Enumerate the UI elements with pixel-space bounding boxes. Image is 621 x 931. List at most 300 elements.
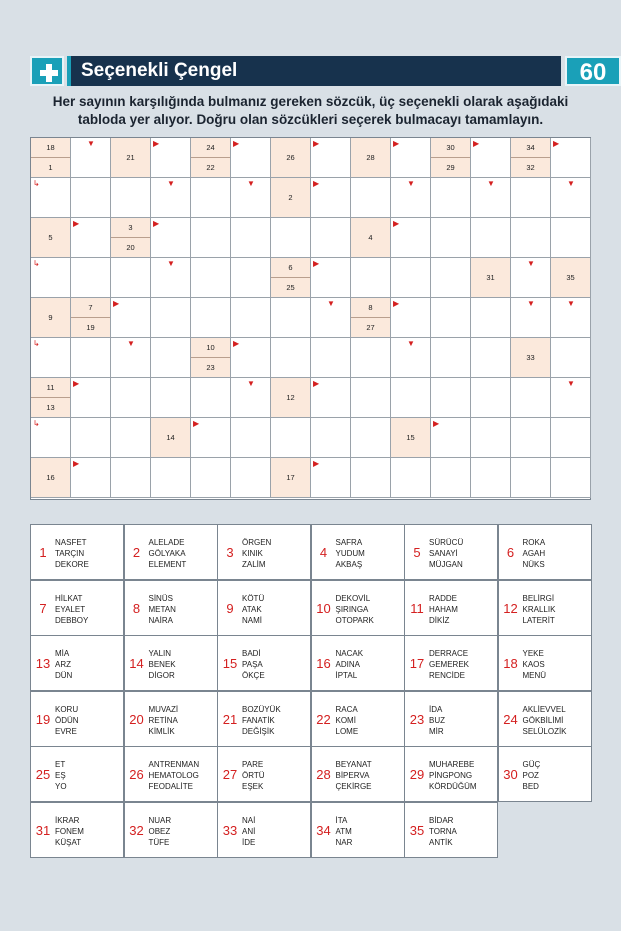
option-word[interactable]: İDE xyxy=(242,837,256,847)
answer-cell[interactable] xyxy=(271,418,311,458)
clue-cell xyxy=(351,138,391,178)
option-word[interactable]: ÖDÜN xyxy=(55,715,79,725)
option-word[interactable]: ADINA xyxy=(335,660,360,669)
option-box xyxy=(124,802,218,858)
option-word[interactable]: BOZÜYÜK xyxy=(242,704,281,714)
option-word[interactable]: YEKE xyxy=(522,649,544,658)
option-word[interactable]: NÜKS xyxy=(522,560,545,569)
option-number: 29 xyxy=(409,767,425,782)
arrow-right-icon: ▶ xyxy=(153,219,160,228)
arrow-right-icon: ▶ xyxy=(313,179,320,188)
answer-cell[interactable] xyxy=(231,178,271,218)
option-word[interactable]: KINIK xyxy=(242,549,263,558)
option-word[interactable]: EVRE xyxy=(55,726,77,736)
option-box xyxy=(30,746,124,802)
arrow-right-icon: ▶ xyxy=(153,139,160,148)
option-number: 7 xyxy=(39,600,47,616)
answer-cell[interactable] xyxy=(511,378,551,418)
answer-cell[interactable] xyxy=(151,258,191,298)
answer-cell[interactable] xyxy=(311,378,351,418)
option-word[interactable]: İPTAL xyxy=(335,671,358,680)
arrow-down-icon: ▼ xyxy=(487,179,495,188)
option-word[interactable]: SÜRÜCÜ xyxy=(429,538,464,547)
option-word[interactable]: YALIN xyxy=(148,649,172,658)
answer-cell[interactable] xyxy=(391,258,431,298)
arrow-down-icon: ▼ xyxy=(247,179,255,188)
option-word[interactable]: NAMİ xyxy=(242,615,262,625)
arrow-down-icon: ▼ xyxy=(567,379,575,388)
answer-cell[interactable] xyxy=(311,178,351,218)
answer-cell[interactable] xyxy=(471,458,511,498)
option-word[interactable]: ÖRTÜ xyxy=(242,771,265,780)
option-word[interactable]: YUDUM xyxy=(335,549,365,558)
option-word[interactable]: METAN xyxy=(148,604,176,614)
option-box xyxy=(30,635,124,691)
option-word[interactable]: ET xyxy=(55,760,66,769)
answer-cell[interactable] xyxy=(111,338,151,378)
option-word[interactable]: DEBBOY xyxy=(55,615,89,625)
option-word[interactable]: RACA xyxy=(335,704,358,714)
option-word[interactable]: KOMİ xyxy=(335,715,356,725)
option-word[interactable]: DEĞİŞİK xyxy=(242,726,275,736)
answer-cell[interactable] xyxy=(271,338,311,378)
option-box xyxy=(404,691,498,747)
option-word[interactable]: OTOPARK xyxy=(335,615,374,625)
answer-cell[interactable] xyxy=(351,178,391,218)
arrow-right-icon: ▶ xyxy=(393,299,400,308)
answer-cell[interactable] xyxy=(551,298,591,338)
option-box xyxy=(404,635,498,691)
answer-cell[interactable] xyxy=(351,338,391,378)
answer-cell[interactable] xyxy=(471,178,511,218)
option-word[interactable]: BİDAR xyxy=(429,815,454,825)
option-words xyxy=(55,704,79,737)
option-box xyxy=(498,524,592,580)
option-words xyxy=(429,648,469,681)
option-word[interactable]: PAŞA xyxy=(242,660,263,669)
option-word[interactable]: BED xyxy=(522,782,539,791)
arrow-right-icon: ▶ xyxy=(553,139,560,148)
answer-cell[interactable] xyxy=(231,338,271,378)
clue-number-bottom: 13 xyxy=(46,403,55,412)
answer-cell[interactable] xyxy=(431,338,471,378)
option-word[interactable]: NASFET xyxy=(55,538,87,547)
option-words xyxy=(55,648,72,681)
arrow-down-icon: ▼ xyxy=(567,299,575,308)
option-box xyxy=(404,746,498,802)
answer-cell[interactable] xyxy=(311,298,351,338)
answer-cell[interactable] xyxy=(111,258,151,298)
arrow-down-icon: ▼ xyxy=(407,339,415,348)
option-word[interactable]: OBEZ xyxy=(148,826,171,836)
answer-cell[interactable] xyxy=(71,338,111,378)
option-word[interactable]: DERRACE xyxy=(429,649,469,658)
answer-cell[interactable] xyxy=(311,258,351,298)
option-box xyxy=(30,580,124,636)
answer-cell[interactable] xyxy=(471,138,511,178)
arrow-turn-icon: ↳ xyxy=(33,339,40,348)
answer-cell[interactable] xyxy=(551,458,591,498)
answer-cell[interactable] xyxy=(231,298,271,338)
answer-cell[interactable] xyxy=(111,378,151,418)
option-number: 1 xyxy=(39,545,47,560)
option-word[interactable]: ÇEKİRGE xyxy=(335,782,372,791)
answer-cell[interactable] xyxy=(71,138,111,178)
answer-cell[interactable] xyxy=(111,458,151,498)
answer-cell[interactable] xyxy=(71,258,111,298)
option-word[interactable]: RETİNA xyxy=(148,715,178,725)
option-word[interactable]: ÖKÇE xyxy=(242,671,265,680)
answer-cell[interactable] xyxy=(231,418,271,458)
option-word[interactable]: GEMEREK xyxy=(429,660,470,669)
answer-cell[interactable] xyxy=(191,378,231,418)
option-word[interactable]: HİLKAT xyxy=(55,593,83,603)
answer-cell[interactable] xyxy=(231,258,271,298)
option-word[interactable]: KRALLIK xyxy=(522,604,556,614)
answer-cell[interactable] xyxy=(191,258,231,298)
option-word[interactable]: NAİ xyxy=(242,815,256,825)
option-word[interactable]: RADDE xyxy=(429,593,458,603)
answer-cell[interactable] xyxy=(71,418,111,458)
option-words xyxy=(429,704,445,737)
option-words xyxy=(55,759,67,792)
option-word[interactable]: GÖKBİLİMİ xyxy=(522,715,564,725)
option-number: 23 xyxy=(409,711,425,727)
option-box xyxy=(498,635,592,691)
option-word[interactable]: BELİRGİ xyxy=(522,593,555,603)
answer-cell[interactable] xyxy=(471,418,511,458)
option-word[interactable]: DİKİZ xyxy=(429,615,450,625)
answer-cell[interactable] xyxy=(351,418,391,458)
answer-cell[interactable] xyxy=(351,258,391,298)
option-word[interactable]: TORNA xyxy=(429,826,457,836)
answer-cell[interactable] xyxy=(31,338,71,378)
answer-cell[interactable] xyxy=(191,418,231,458)
option-number: 6 xyxy=(506,545,515,560)
arrow-right-icon: ▶ xyxy=(313,379,320,388)
answer-cell[interactable] xyxy=(71,178,111,218)
page-title: Seçenekli Çengel xyxy=(81,60,238,81)
option-box xyxy=(30,802,124,858)
answer-cell[interactable] xyxy=(31,258,71,298)
answer-cell[interactable] xyxy=(231,218,271,258)
answer-cell[interactable] xyxy=(151,178,191,218)
answer-cell[interactable] xyxy=(191,458,231,498)
answer-cell[interactable] xyxy=(551,418,591,458)
option-word[interactable]: ROKA xyxy=(522,538,546,547)
answer-cell[interactable] xyxy=(71,458,111,498)
option-word[interactable]: SELÜLOZİK xyxy=(522,726,567,736)
option-word[interactable]: EYALET xyxy=(55,604,86,614)
answer-cell[interactable] xyxy=(151,298,191,338)
option-word[interactable]: MENÜ xyxy=(522,671,547,680)
option-word[interactable]: MİA xyxy=(55,649,70,658)
answer-cell[interactable] xyxy=(551,338,591,378)
clue-cell xyxy=(31,458,71,498)
page-number: 60 xyxy=(565,56,621,86)
option-word[interactable]: İTA xyxy=(335,815,348,825)
option-word[interactable]: KAOS xyxy=(522,660,545,669)
option-word[interactable]: FONEM xyxy=(55,826,84,836)
option-word[interactable]: ZALİM xyxy=(242,560,266,569)
answer-cell[interactable] xyxy=(231,138,271,178)
option-words xyxy=(242,815,255,848)
option-box xyxy=(217,524,311,580)
answer-cell[interactable] xyxy=(111,178,151,218)
option-word[interactable]: DEKOVİL xyxy=(335,593,371,603)
option-word[interactable]: EŞEK xyxy=(242,782,264,791)
option-box xyxy=(30,524,124,580)
option-number: 13 xyxy=(35,656,51,671)
clue-number: 35 xyxy=(566,273,575,282)
answer-cell[interactable] xyxy=(391,178,431,218)
answer-cell[interactable] xyxy=(351,378,391,418)
option-words xyxy=(523,759,541,792)
option-words xyxy=(336,759,372,792)
option-words xyxy=(336,593,374,626)
arrow-turn-icon: ↳ xyxy=(33,179,40,188)
option-word[interactable]: HEMATOLOG xyxy=(148,771,199,780)
option-word[interactable]: AKBAŞ xyxy=(335,560,363,569)
arrow-right-icon: ▶ xyxy=(73,219,80,228)
option-word[interactable]: TÜFE xyxy=(148,837,170,847)
clue-cell xyxy=(271,458,311,498)
answer-cell[interactable] xyxy=(471,338,511,378)
option-word[interactable]: MUHAREBE xyxy=(429,760,475,769)
option-word[interactable]: LOME xyxy=(335,726,359,736)
answer-cell[interactable] xyxy=(471,298,511,338)
answer-cell[interactable] xyxy=(271,218,311,258)
answer-cell[interactable] xyxy=(391,338,431,378)
option-word[interactable]: TARÇIN xyxy=(55,549,85,558)
option-number: 24 xyxy=(503,711,518,727)
option-word[interactable]: KÖTÜ xyxy=(242,593,265,603)
answer-cell[interactable] xyxy=(511,178,551,218)
answer-cell[interactable] xyxy=(471,378,511,418)
option-word[interactable]: BUZ xyxy=(429,715,445,725)
clue-number-top: 8 xyxy=(351,298,390,318)
option-word[interactable]: FEODALİTE xyxy=(148,782,193,791)
option-box xyxy=(311,580,405,636)
option-word[interactable]: DEKORE xyxy=(55,560,89,569)
option-word[interactable]: ATAK xyxy=(242,604,262,614)
option-box xyxy=(217,802,311,858)
answer-cell[interactable] xyxy=(431,418,471,458)
option-word[interactable]: ÖRGEN xyxy=(242,538,272,547)
option-number: 19 xyxy=(35,711,51,727)
answer-cell[interactable] xyxy=(391,138,431,178)
clue-cell xyxy=(191,338,231,378)
clue-number-bottom: 23 xyxy=(206,363,215,372)
arrow-right-icon: ▶ xyxy=(393,139,400,148)
option-word[interactable]: ALELADE xyxy=(148,538,185,547)
answer-cell[interactable] xyxy=(431,218,471,258)
answer-cell[interactable] xyxy=(71,378,111,418)
option-number: 34 xyxy=(316,822,331,838)
option-words xyxy=(429,593,458,626)
answer-cell[interactable] xyxy=(511,298,551,338)
option-word[interactable]: BADİ xyxy=(242,649,261,658)
option-word[interactable]: KORU xyxy=(55,704,79,714)
clue-number-bottom: 20 xyxy=(126,243,135,252)
clue-cell xyxy=(111,218,151,258)
option-word[interactable]: ARZ xyxy=(55,660,71,669)
answer-cell[interactable] xyxy=(151,338,191,378)
option-words xyxy=(429,759,477,792)
clue-number-top: 18 xyxy=(31,138,70,158)
answer-cell[interactable] xyxy=(191,298,231,338)
option-word[interactable]: HAHAM xyxy=(429,604,458,614)
arrow-right-icon: ▶ xyxy=(313,259,320,268)
answer-cell[interactable] xyxy=(311,138,351,178)
clue-number: 31 xyxy=(486,273,495,282)
option-word[interactable]: KÜŞAT xyxy=(55,837,82,847)
option-word[interactable]: SAFRA xyxy=(335,538,363,547)
option-word[interactable]: KİMLİK xyxy=(148,726,175,736)
option-word[interactable]: KÖRDÜĞÜM xyxy=(429,782,477,791)
option-word[interactable]: DÜN xyxy=(55,671,73,680)
clue-cell xyxy=(151,418,191,458)
option-word[interactable]: ELEMENT xyxy=(148,560,187,569)
option-number: 28 xyxy=(316,767,331,782)
option-box xyxy=(404,524,498,580)
option-word[interactable]: NAİRA xyxy=(148,615,173,625)
option-word[interactable]: AGAH xyxy=(522,549,546,558)
answer-cell[interactable] xyxy=(431,178,471,218)
option-word[interactable]: ANTİK xyxy=(429,837,453,847)
option-word[interactable]: PARE xyxy=(242,760,264,769)
answer-cell[interactable] xyxy=(391,458,431,498)
answer-cell[interactable] xyxy=(311,418,351,458)
answer-cell[interactable] xyxy=(391,298,431,338)
option-word[interactable]: AKLİEVVEL xyxy=(522,704,566,714)
answer-cell[interactable] xyxy=(471,218,511,258)
option-word[interactable]: NAR xyxy=(335,837,353,847)
option-number: 20 xyxy=(129,711,144,727)
clue-number: 2 xyxy=(288,193,293,202)
answer-cell[interactable] xyxy=(311,338,351,378)
answer-cell[interactable] xyxy=(351,458,391,498)
answer-cell[interactable] xyxy=(311,458,351,498)
answer-cell[interactable] xyxy=(111,418,151,458)
arrow-down-icon: ▼ xyxy=(167,259,175,268)
option-word[interactable]: GÜÇ xyxy=(522,760,541,769)
clue-number-bottom: 1 xyxy=(48,163,53,172)
option-word[interactable]: ANİ xyxy=(242,826,256,836)
option-number: 12 xyxy=(503,600,518,616)
answer-cell[interactable] xyxy=(431,298,471,338)
answer-cell[interactable] xyxy=(71,218,111,258)
clue-number-top: 24 xyxy=(191,138,230,158)
option-number: 3 xyxy=(226,545,234,560)
answer-cell[interactable] xyxy=(431,378,471,418)
option-word[interactable]: SANAYİ xyxy=(429,549,458,558)
option-word[interactable]: DİGOR xyxy=(148,671,175,680)
option-number: 10 xyxy=(316,600,331,616)
option-word[interactable]: BENEK xyxy=(148,660,176,669)
option-words xyxy=(523,537,546,570)
option-word[interactable]: NACAK xyxy=(335,649,364,658)
instructions xyxy=(30,93,591,129)
answer-cell[interactable] xyxy=(111,298,151,338)
option-number: 30 xyxy=(503,767,518,782)
option-words xyxy=(242,759,265,792)
option-words xyxy=(429,537,463,570)
option-word[interactable]: BEYANAT xyxy=(335,760,372,769)
clue-number: 16 xyxy=(46,473,55,482)
option-number: 26 xyxy=(129,767,144,782)
option-word[interactable]: EŞ xyxy=(55,771,66,780)
option-word[interactable]: LATERİT xyxy=(522,615,555,625)
option-word[interactable]: FANATİK xyxy=(242,715,275,725)
answer-cell[interactable] xyxy=(311,218,351,258)
answer-cell[interactable] xyxy=(31,418,71,458)
answer-cell[interactable] xyxy=(551,378,591,418)
answer-cell[interactable] xyxy=(151,378,191,418)
option-word[interactable]: MÜJGAN xyxy=(429,560,463,569)
clue-cell xyxy=(511,338,551,378)
answer-cell[interactable] xyxy=(551,178,591,218)
answer-cell[interactable] xyxy=(431,258,471,298)
answer-cell[interactable] xyxy=(151,138,191,178)
arrow-down-icon: ▼ xyxy=(87,139,95,148)
option-words xyxy=(55,537,89,570)
answer-cell[interactable] xyxy=(391,378,431,418)
option-word[interactable]: BİPERVA xyxy=(335,771,370,780)
answer-cell[interactable] xyxy=(271,298,311,338)
clue-number: 17 xyxy=(286,473,295,482)
clue-cell xyxy=(31,298,71,338)
answer-cell[interactable] xyxy=(511,418,551,458)
answer-cell[interactable] xyxy=(231,378,271,418)
answer-cell[interactable] xyxy=(511,258,551,298)
answer-cell[interactable] xyxy=(511,218,551,258)
answer-cell[interactable] xyxy=(191,218,231,258)
answer-cell[interactable] xyxy=(511,458,551,498)
option-word[interactable]: SİNÜS xyxy=(148,593,173,603)
option-words xyxy=(336,815,353,848)
answer-cell[interactable] xyxy=(151,458,191,498)
option-word[interactable]: İDA xyxy=(429,704,443,714)
answer-cell[interactable] xyxy=(231,458,271,498)
answer-cell[interactable] xyxy=(431,458,471,498)
option-word[interactable]: PİNGPONG xyxy=(429,771,473,780)
answer-cell[interactable] xyxy=(151,218,191,258)
option-word[interactable]: POZ xyxy=(522,771,539,780)
option-word[interactable]: MUVAZİ xyxy=(148,704,179,714)
clue-cell xyxy=(351,218,391,258)
option-word[interactable]: ATM xyxy=(335,826,352,836)
option-word[interactable]: NUAR xyxy=(148,815,172,825)
clue-cell xyxy=(111,138,151,178)
answer-cell[interactable] xyxy=(191,178,231,218)
option-word[interactable]: YO xyxy=(55,782,67,791)
answer-cell[interactable] xyxy=(551,218,591,258)
clue-cell xyxy=(511,138,551,178)
option-word[interactable]: ŞIRINGA xyxy=(335,604,369,614)
option-word[interactable]: İKRAR xyxy=(55,815,80,825)
option-word[interactable]: GÖLYAKA xyxy=(148,549,186,558)
option-words xyxy=(149,815,172,848)
arrow-right-icon: ▶ xyxy=(393,219,400,228)
answer-cell[interactable] xyxy=(391,218,431,258)
answer-cell[interactable] xyxy=(551,138,591,178)
option-word[interactable]: MİR xyxy=(429,726,444,736)
option-word[interactable]: RENCİDE xyxy=(429,671,466,680)
answer-cell[interactable] xyxy=(31,178,71,218)
option-words xyxy=(523,593,556,626)
option-word[interactable]: ANTRENMAN xyxy=(148,760,200,769)
